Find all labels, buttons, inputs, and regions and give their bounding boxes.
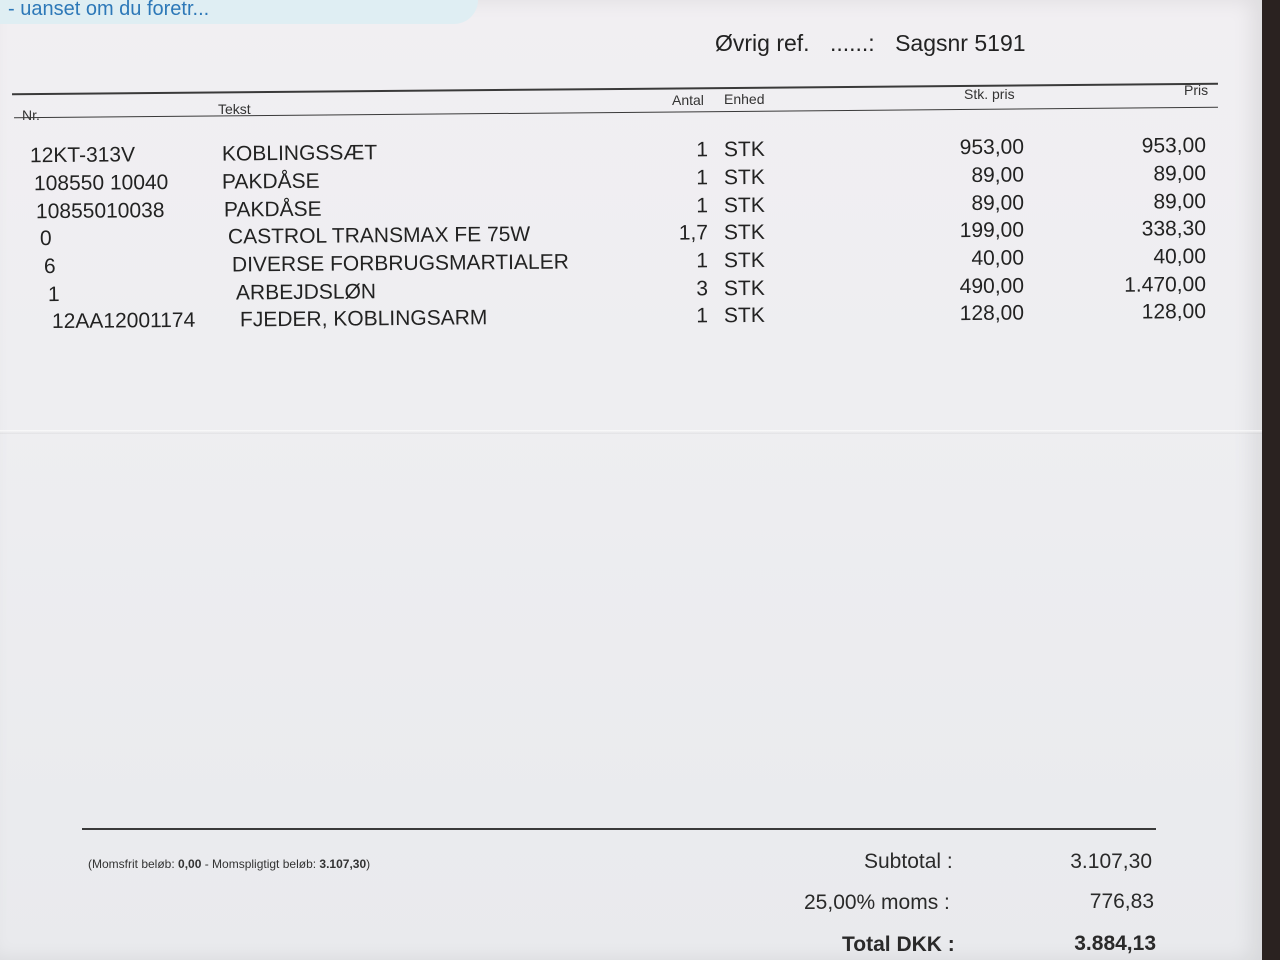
item-nr: 6 bbox=[43, 255, 56, 279]
item-quantity: 1 bbox=[696, 304, 709, 328]
item-quantity: 1 bbox=[696, 249, 709, 273]
item-unit-price: 490,00 bbox=[959, 274, 1025, 299]
item-text: FJEDER, KOBLINGSARM bbox=[239, 306, 488, 332]
item-nr: 108550 10040 bbox=[33, 171, 169, 196]
item-price: 1.470,00 bbox=[1124, 272, 1207, 297]
col-header-stk-pris: Stk. pris bbox=[964, 86, 1015, 102]
item-unit: STK bbox=[723, 303, 765, 328]
vat-note-open: (Momsfrit beløb: bbox=[88, 857, 179, 871]
reference-line bbox=[715, 30, 1040, 57]
paper-fold-line bbox=[0, 430, 1262, 434]
item-quantity: 1 bbox=[696, 194, 709, 218]
item-unit: STK bbox=[723, 165, 765, 190]
reference-label: Øvrig ref. bbox=[715, 30, 810, 56]
subtotal-value: 3.107,30 bbox=[1070, 850, 1152, 873]
item-nr: 1 bbox=[47, 282, 60, 307]
item-unit-price: 199,00 bbox=[959, 218, 1025, 243]
item-text: PAKDÅSE bbox=[223, 197, 322, 222]
item-quantity: 1 bbox=[696, 166, 709, 190]
momspligtigt-value: 3.107,30 bbox=[319, 857, 367, 871]
item-nr: 10855010038 bbox=[35, 199, 165, 224]
item-nr: 12AA12001174 bbox=[51, 308, 196, 334]
item-unit: STK bbox=[723, 248, 765, 273]
vat-note-middle: - Momspligtigt beløb: bbox=[201, 857, 320, 871]
item-unit: STK bbox=[723, 193, 765, 218]
item-unit: STK bbox=[723, 137, 765, 162]
item-text: DIVERSE FORBRUGSMARTIALER bbox=[231, 250, 569, 277]
item-nr: 0 bbox=[39, 227, 52, 251]
header-bottom-rule bbox=[14, 107, 1218, 119]
item-price: 40,00 bbox=[1153, 244, 1207, 269]
item-text: ARBEJDSLØN bbox=[235, 280, 377, 305]
reference-dots: ......: bbox=[829, 30, 875, 56]
item-text: CASTROL TRANSMAX FE 75W bbox=[227, 222, 531, 249]
item-unit-price: 89,00 bbox=[971, 191, 1025, 216]
item-quantity: 3 bbox=[696, 277, 709, 301]
item-nr: 12KT-313V bbox=[29, 143, 136, 168]
total-value: 3.884,13 bbox=[1074, 932, 1156, 955]
item-quantity: 1 bbox=[696, 138, 709, 162]
item-price: 338,30 bbox=[1141, 216, 1207, 241]
vat-note bbox=[88, 857, 370, 871]
item-unit-price: 40,00 bbox=[971, 246, 1025, 271]
col-header-antal: Antal bbox=[672, 92, 704, 108]
reference-value: Sagsnr 5191 bbox=[895, 30, 1026, 56]
item-price: 89,00 bbox=[1153, 161, 1207, 186]
item-text: KOBLINGSSÆT bbox=[221, 141, 378, 166]
vat-note-close: ) bbox=[366, 857, 371, 871]
subtotal-label: Subtotal : bbox=[864, 850, 953, 873]
col-header-nr: Nr. bbox=[22, 107, 40, 123]
col-header-tekst: Tekst bbox=[218, 101, 251, 117]
item-price: 89,00 bbox=[1153, 189, 1207, 214]
col-header-pris: Pris bbox=[1184, 82, 1209, 98]
col-header-enhed: Enhed bbox=[724, 91, 765, 107]
moms-label: 25,00% moms : bbox=[804, 891, 950, 914]
item-price: 128,00 bbox=[1141, 299, 1207, 324]
item-unit-price: 953,00 bbox=[959, 135, 1025, 160]
moms-value: 776,83 bbox=[1089, 890, 1154, 913]
item-unit-price: 128,00 bbox=[959, 301, 1025, 326]
item-quantity: 1,7 bbox=[678, 221, 709, 245]
momsfrit-value: 0,00 bbox=[178, 857, 202, 871]
item-unit: STK bbox=[723, 220, 765, 245]
item-price: 953,00 bbox=[1141, 133, 1207, 158]
header-top-rule bbox=[12, 83, 1218, 96]
top-paper-scrap: - uanset om du foretr... bbox=[0, 0, 478, 24]
total-label: Total DKK : bbox=[842, 933, 955, 956]
totals-rule bbox=[82, 828, 1156, 830]
item-unit-price: 89,00 bbox=[971, 163, 1025, 188]
item-unit: STK bbox=[723, 276, 765, 301]
item-text: PAKDÅSE bbox=[221, 169, 320, 194]
